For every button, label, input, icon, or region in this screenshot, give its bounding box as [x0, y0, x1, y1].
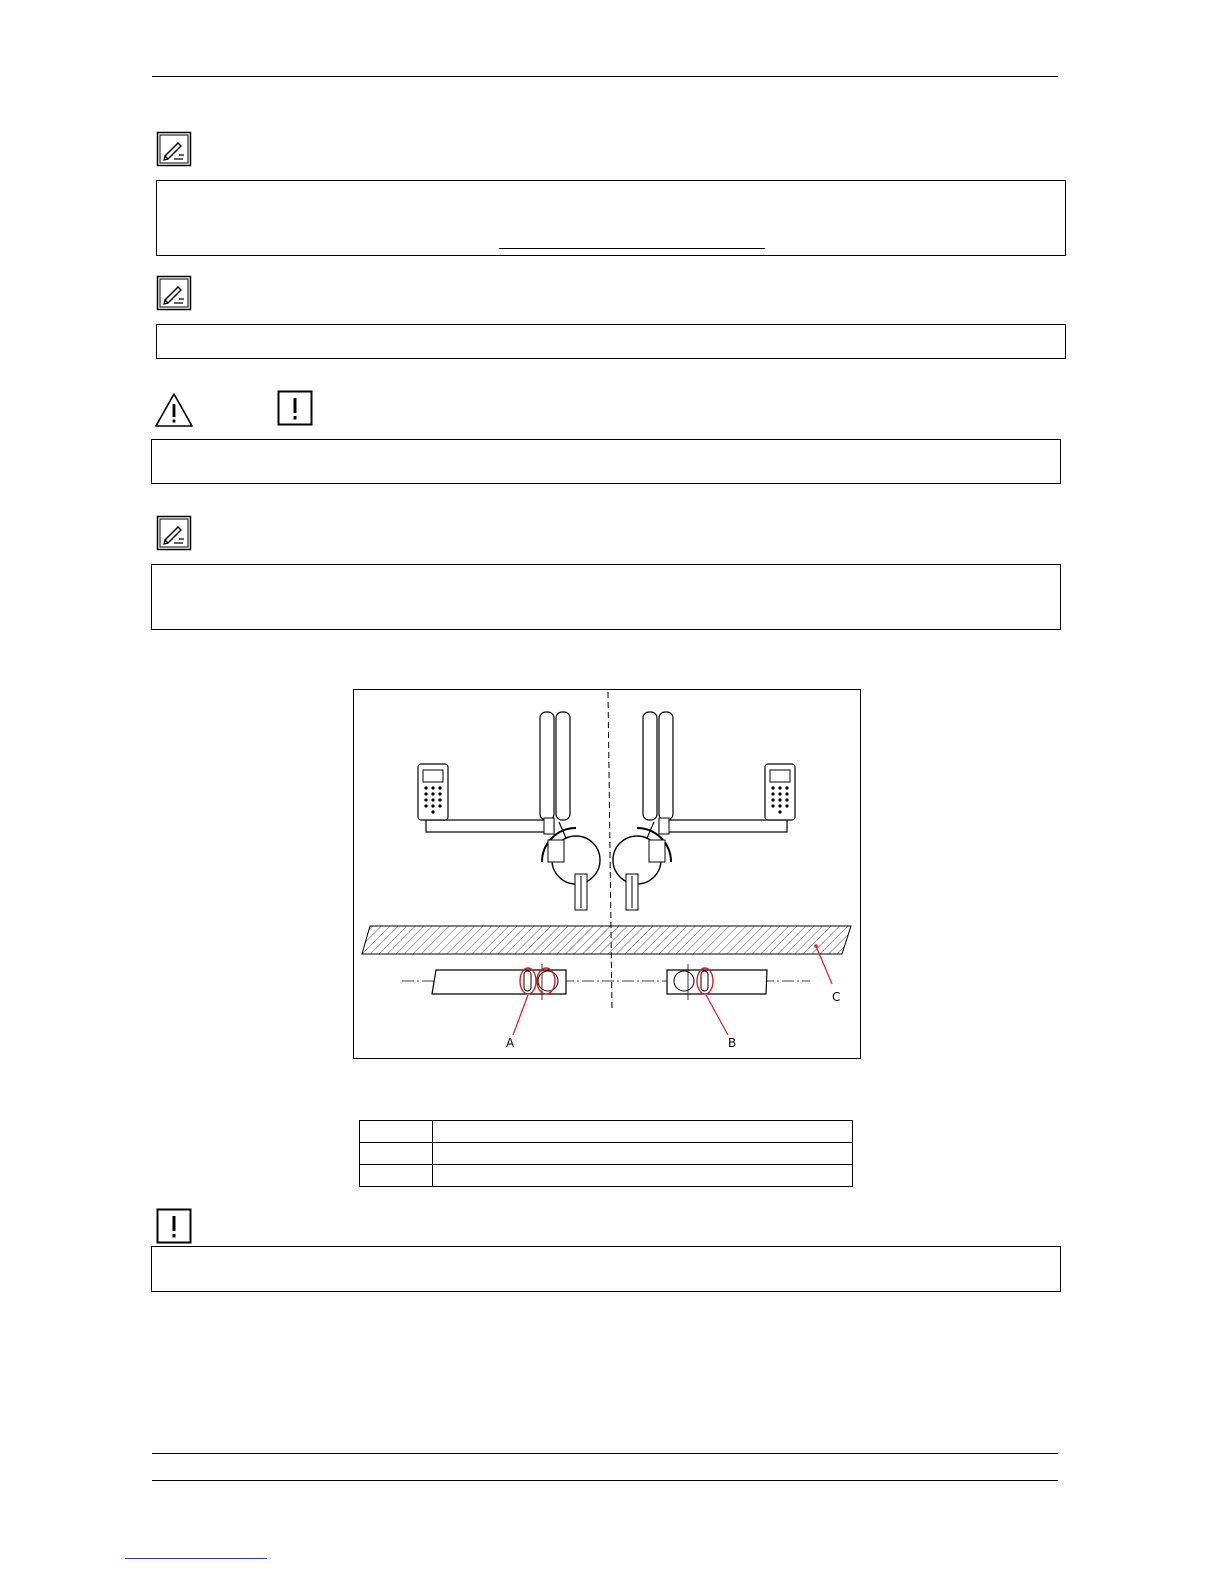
left-xray-unit: [418, 712, 600, 910]
footer-rule-bottom: [152, 1480, 1058, 1481]
warning-triangle-icon: [154, 392, 194, 428]
footer-rule-top: [152, 1453, 1058, 1454]
figure-drawing: [354, 690, 859, 1057]
left-wall-plate: [432, 964, 566, 1000]
note-box-2: [156, 324, 1066, 359]
center-divider: [608, 692, 612, 1010]
table-row: [360, 1143, 853, 1165]
exclamation-box-icon: [156, 1208, 192, 1244]
leader-a: [513, 995, 528, 1035]
note-1-underline: [499, 248, 765, 249]
leader-b: [706, 995, 728, 1035]
legend-key: [360, 1165, 433, 1187]
note-pencil-icon: [156, 515, 192, 551]
figure-legend-table: [359, 1120, 853, 1187]
legend-value: [433, 1165, 853, 1187]
figure-label-c: C: [832, 990, 841, 1004]
legend-key: [360, 1121, 433, 1143]
exclamation-box-icon: [277, 390, 313, 426]
note-pencil-icon: [156, 131, 192, 167]
warning-box: [151, 439, 1061, 484]
note-box-1: [156, 180, 1066, 256]
figure-label-a: A: [506, 1036, 515, 1050]
legend-value: [433, 1143, 853, 1165]
footer-link-underline[interactable]: [125, 1558, 267, 1559]
table-row: [360, 1165, 853, 1187]
note-box-3: [151, 564, 1061, 630]
right-wall-plate: [667, 964, 767, 1000]
installation-figure: [353, 689, 861, 1059]
wall-hatch-band: [362, 926, 851, 954]
important-box: [151, 1246, 1061, 1292]
figure-label-b: B: [728, 1036, 737, 1050]
right-xray-unit: [613, 712, 795, 910]
legend-key: [360, 1143, 433, 1165]
header-rule: [152, 76, 1058, 77]
note-pencil-icon: [156, 275, 192, 311]
table-row: [360, 1121, 853, 1143]
legend-value: [433, 1121, 853, 1143]
